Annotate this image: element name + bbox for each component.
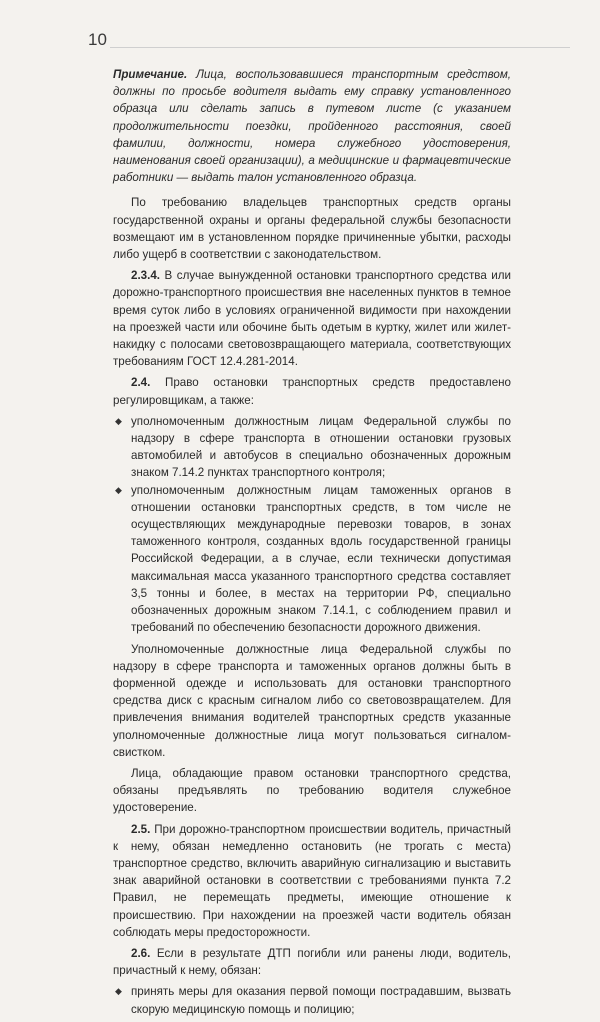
section-number: 2.3.4. (131, 269, 161, 283)
note-label: Примечание. (113, 68, 188, 81)
section-2-6 (113, 945, 511, 979)
section-text: При дорожно-транспортном происшествии водитель, причастный к нему, обязан немедленно остановить (не трогать с места) транспортное средство, включить аварийную сигнализацию и выставить знак аварийной остановки в соответствии с требованиями пункта 7.2 Правил, не перемещать предметы, имеющие отношение к происшествию. При нахождении на проезжей части водитель обязан соблюдать меры предосторожности. (113, 822, 511, 939)
section-number: 2.6. (131, 946, 151, 960)
section-2-6-list (113, 983, 511, 1017)
section-2-3-4 (113, 267, 511, 370)
section-text: Право остановки транспортных средств предоставлено регулировщикам, а также: (113, 376, 511, 407)
note-paragraph (113, 66, 511, 186)
section-text: В случае вынужденной остановки транспортного средства или дорожно-транспортного происшествия вне населенных пунктов в темное время суток либо в условиях ограниченной видимости при нахождении на проезжей части или обочине быть одетым в куртку, жилет или жилет-накидку с полосами световозвращающего материала, соответствующих требованиям ГОСТ 12.4.281-2014. (113, 269, 511, 369)
section-text: Если в результате ДТП погибли или ранены люди, водитель, причастный к нему, обязан: (113, 946, 511, 978)
page-content (113, 66, 511, 1022)
page-number: 10 (88, 30, 107, 49)
section-2-5 (113, 821, 511, 941)
list-item-text: уполномоченным должностным лицам таможенных органов в отношении остановки транспортных средств, в том числе не осуществляющих международные перевозки товаров, в зонах таможенного контроля, созданных вдоль государственной границы Российской Федерации, а в случае, если технически допустимая максимальная масса указанного транспортного средства составляет 3,5 тонны и более, в местах на территории РФ, специально обозначенных дорожным знаком 7.14.1, с соблюдением правил и требований по обеспечению безопасности дорожного движения. (131, 483, 511, 635)
section-number: 2.4. (131, 376, 151, 390)
id-paragraph: Лица, обладающие правом остановки транспортного средства, обязаны предъявлять по требованию водителя служебное удостоверение. (113, 766, 511, 815)
list-item-text: принять меры для оказания первой помощи пострадавшим, вызвать скорую медицинскую помощь и полицию; (131, 985, 511, 1016)
diamond-bullet-icon: ◆ (115, 986, 122, 997)
section-2-4 (113, 374, 511, 408)
list-item (113, 482, 511, 637)
owners-paragraph: По требованию владельцев транспортных средств органы государственной охраны и органы федеральной службы безопасности возмещают им в установленном порядке причиненные убытки, расходы либо ущерб в соответствии с законодательством. (113, 196, 511, 262)
list-item-text: уполномоченным должностным лицам Федеральной службы по надзору в сфере транспорта в отношении остановки грузовых автомобилей и автобусов в специально обозначенных дорожным знаком 7.14.2 пунктах транспортного контроля; (131, 414, 511, 480)
note-text: Лица, воспользовавшиеся транспортным средством, должны по просьбе водителя выдать ему справку установленного образца или сделать запись в путевом листе (с указанием продолжительности поездки, пройденного расстояния, своей фамилии, должности, номера служебного удостоверения, наименования своей организации), а медицинские и фармацевтические работники — выдать талон установленного образца. (113, 68, 511, 185)
list-item (113, 983, 511, 1017)
section-2-4-list (113, 413, 511, 637)
section-number: 2.5. (131, 822, 151, 836)
uniform-paragraph: Уполномоченные должностные лица Федеральной службы по надзору в сфере транспорта и таможенных органов должны быть в форменной одежде и использовать для остановки транспортного средства диск с красным сигналом либо со световозвращателем. Для привлечения внимания водителей транспортных средств указанные уполномоченные должностные лица могут пользоваться сигналом-свистком. (113, 642, 511, 759)
diamond-bullet-icon: ◆ (115, 415, 122, 426)
list-item (113, 413, 511, 482)
diamond-bullet-icon: ◆ (115, 484, 122, 495)
header-rule (110, 47, 570, 48)
